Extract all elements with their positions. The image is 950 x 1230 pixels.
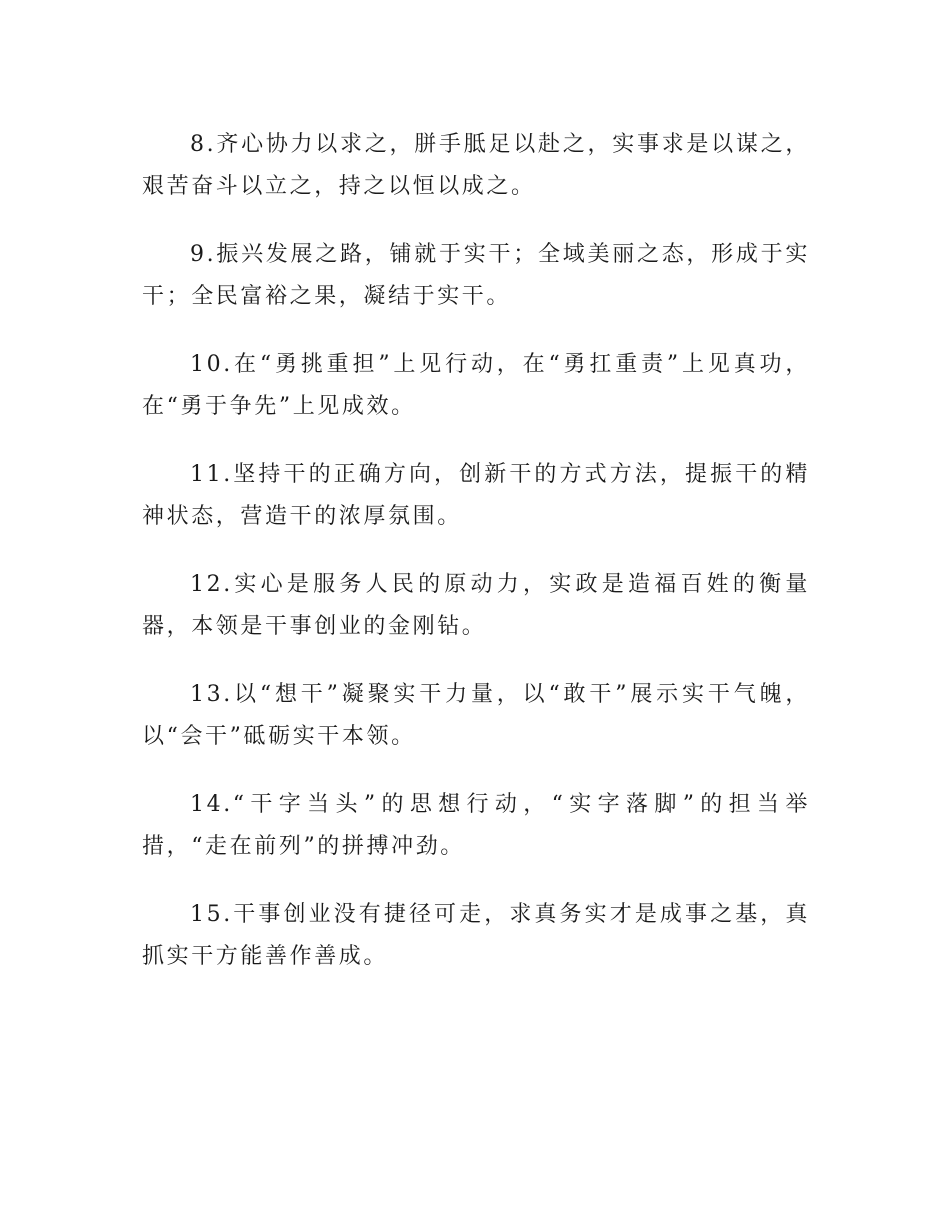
- paragraph-item-13: 13.以“想干”凝聚实干力量，以“敢干”展示实干气魄，以“会干”砥砺实干本领。: [142, 682, 810, 749]
- paragraph-item-12: 12.实心是服务人民的原动力，实政是造福百姓的衡量器，本领是干事创业的金刚钻。: [142, 572, 810, 639]
- document-body: [142, 124, 810, 1004]
- paragraph-item-9: 9.振兴发展之路，铺就于实干；全域美丽之态，形成于实干；全民富裕之果，凝结于实干。: [142, 242, 810, 309]
- paragraph-item-15: 15.干事创业没有捷径可走，求真务实才是成事之基，真抓实干方能善作善成。: [142, 902, 810, 969]
- paragraph-item-8: 8.齐心协力以求之，胼手胝足以赴之，实事求是以谋之，艰苦奋斗以立之，持之以恒以成之。: [142, 132, 810, 199]
- paragraph-item-11: 11.坚持干的正确方向，创新干的方式方法，提振干的精神状态，营造干的浓厚氛围。: [142, 462, 810, 529]
- paragraph-item-14: 14.“干字当头”的思想行动，“实字落脚”的担当举措，“走在前列”的拼搏冲劲。: [142, 792, 810, 859]
- paragraph-item-10: 10.在“勇挑重担”上见行动，在“勇扛重责”上见真功，在“勇于争先”上见成效。: [142, 352, 810, 419]
